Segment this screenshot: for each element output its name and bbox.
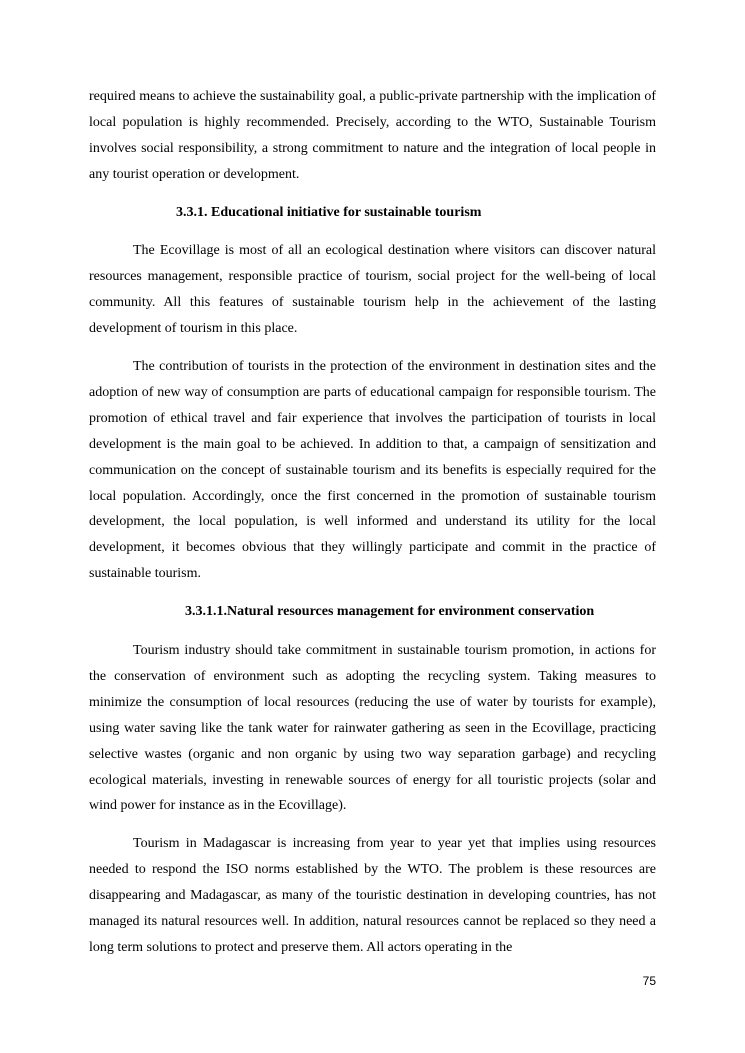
paragraph-tourist-contribution: The contribution of tourists in the protection of the environment in destination sites and the adoption of new way of consumption are parts of educational campaign for responsible tourism. The promotion of ethical travel and fair experience that involves the participation of tourists in local development is the main goal to be achieved. In addition to that, a campaign of sensitization and communication on the concept of sustainable tourism and its benefits is especially required for the local population. Accordingly, once the first concerned in the promotion of sustainable tourism development, the local population, is well informed and understand its utility for the local development, it becomes obvious that they willingly participate and commit in the practice of sustainable tourism. — [89, 359, 656, 582]
page-number: 75 — [642, 974, 656, 988]
paragraph-sustainability-goal: required means to achieve the sustainability goal, a public-private partnership with the implication of local population is highly recommended. Precisely, according to the WTO, Sustainable Tourism involves social responsibility, a strong commitment to nature and the integration of local people in any tourist operation or development. — [89, 89, 656, 182]
section-heading-educational-initiative: 3.3.1. Educational initiative for sustainable tourism — [176, 205, 482, 220]
subsection-heading-natural-resources: 3.3.1.1.Natural resources management for environment conservation — [185, 604, 595, 619]
paragraph-tourism-in-madagascar: Tourism in Madagascar is increasing from year to year yet that implies using resources needed to respond the ISO norms established by the WTO. The problem is these resources are disappearing and Madagascar, as many of the touristic destination in developing countries, has not managed its natural resources well. In addition, natural resources cannot be replaced so they need a long term solutions to protect and preserve them. All actors operating in the — [89, 836, 656, 955]
paragraph-ecovillage: The Ecovillage is most of all an ecological destination where visitors can discover natural resources management, responsible practice of tourism, social project for the well-being of local community. All this features of sustainable tourism help in the achievement of the lasting development of tourism in this place. — [89, 243, 656, 336]
paragraph-tourism-industry-commitment: Tourism industry should take commitment in sustainable tourism promotion, in actions for the conservation of environment such as adopting the recycling system. Taking measures to minimize the consumption of local resources (reducing the use of water by tourists for example), using water saving like the tank water for rainwater gathering as seen in the Ecovillage, practicing selective wastes (organic and non organic by using two way separation garbage) and recycling ecological materials, investing in renewable sources of energy for all touristic projects (solar and wind power for instance as in the Ecovillage). — [89, 643, 656, 814]
